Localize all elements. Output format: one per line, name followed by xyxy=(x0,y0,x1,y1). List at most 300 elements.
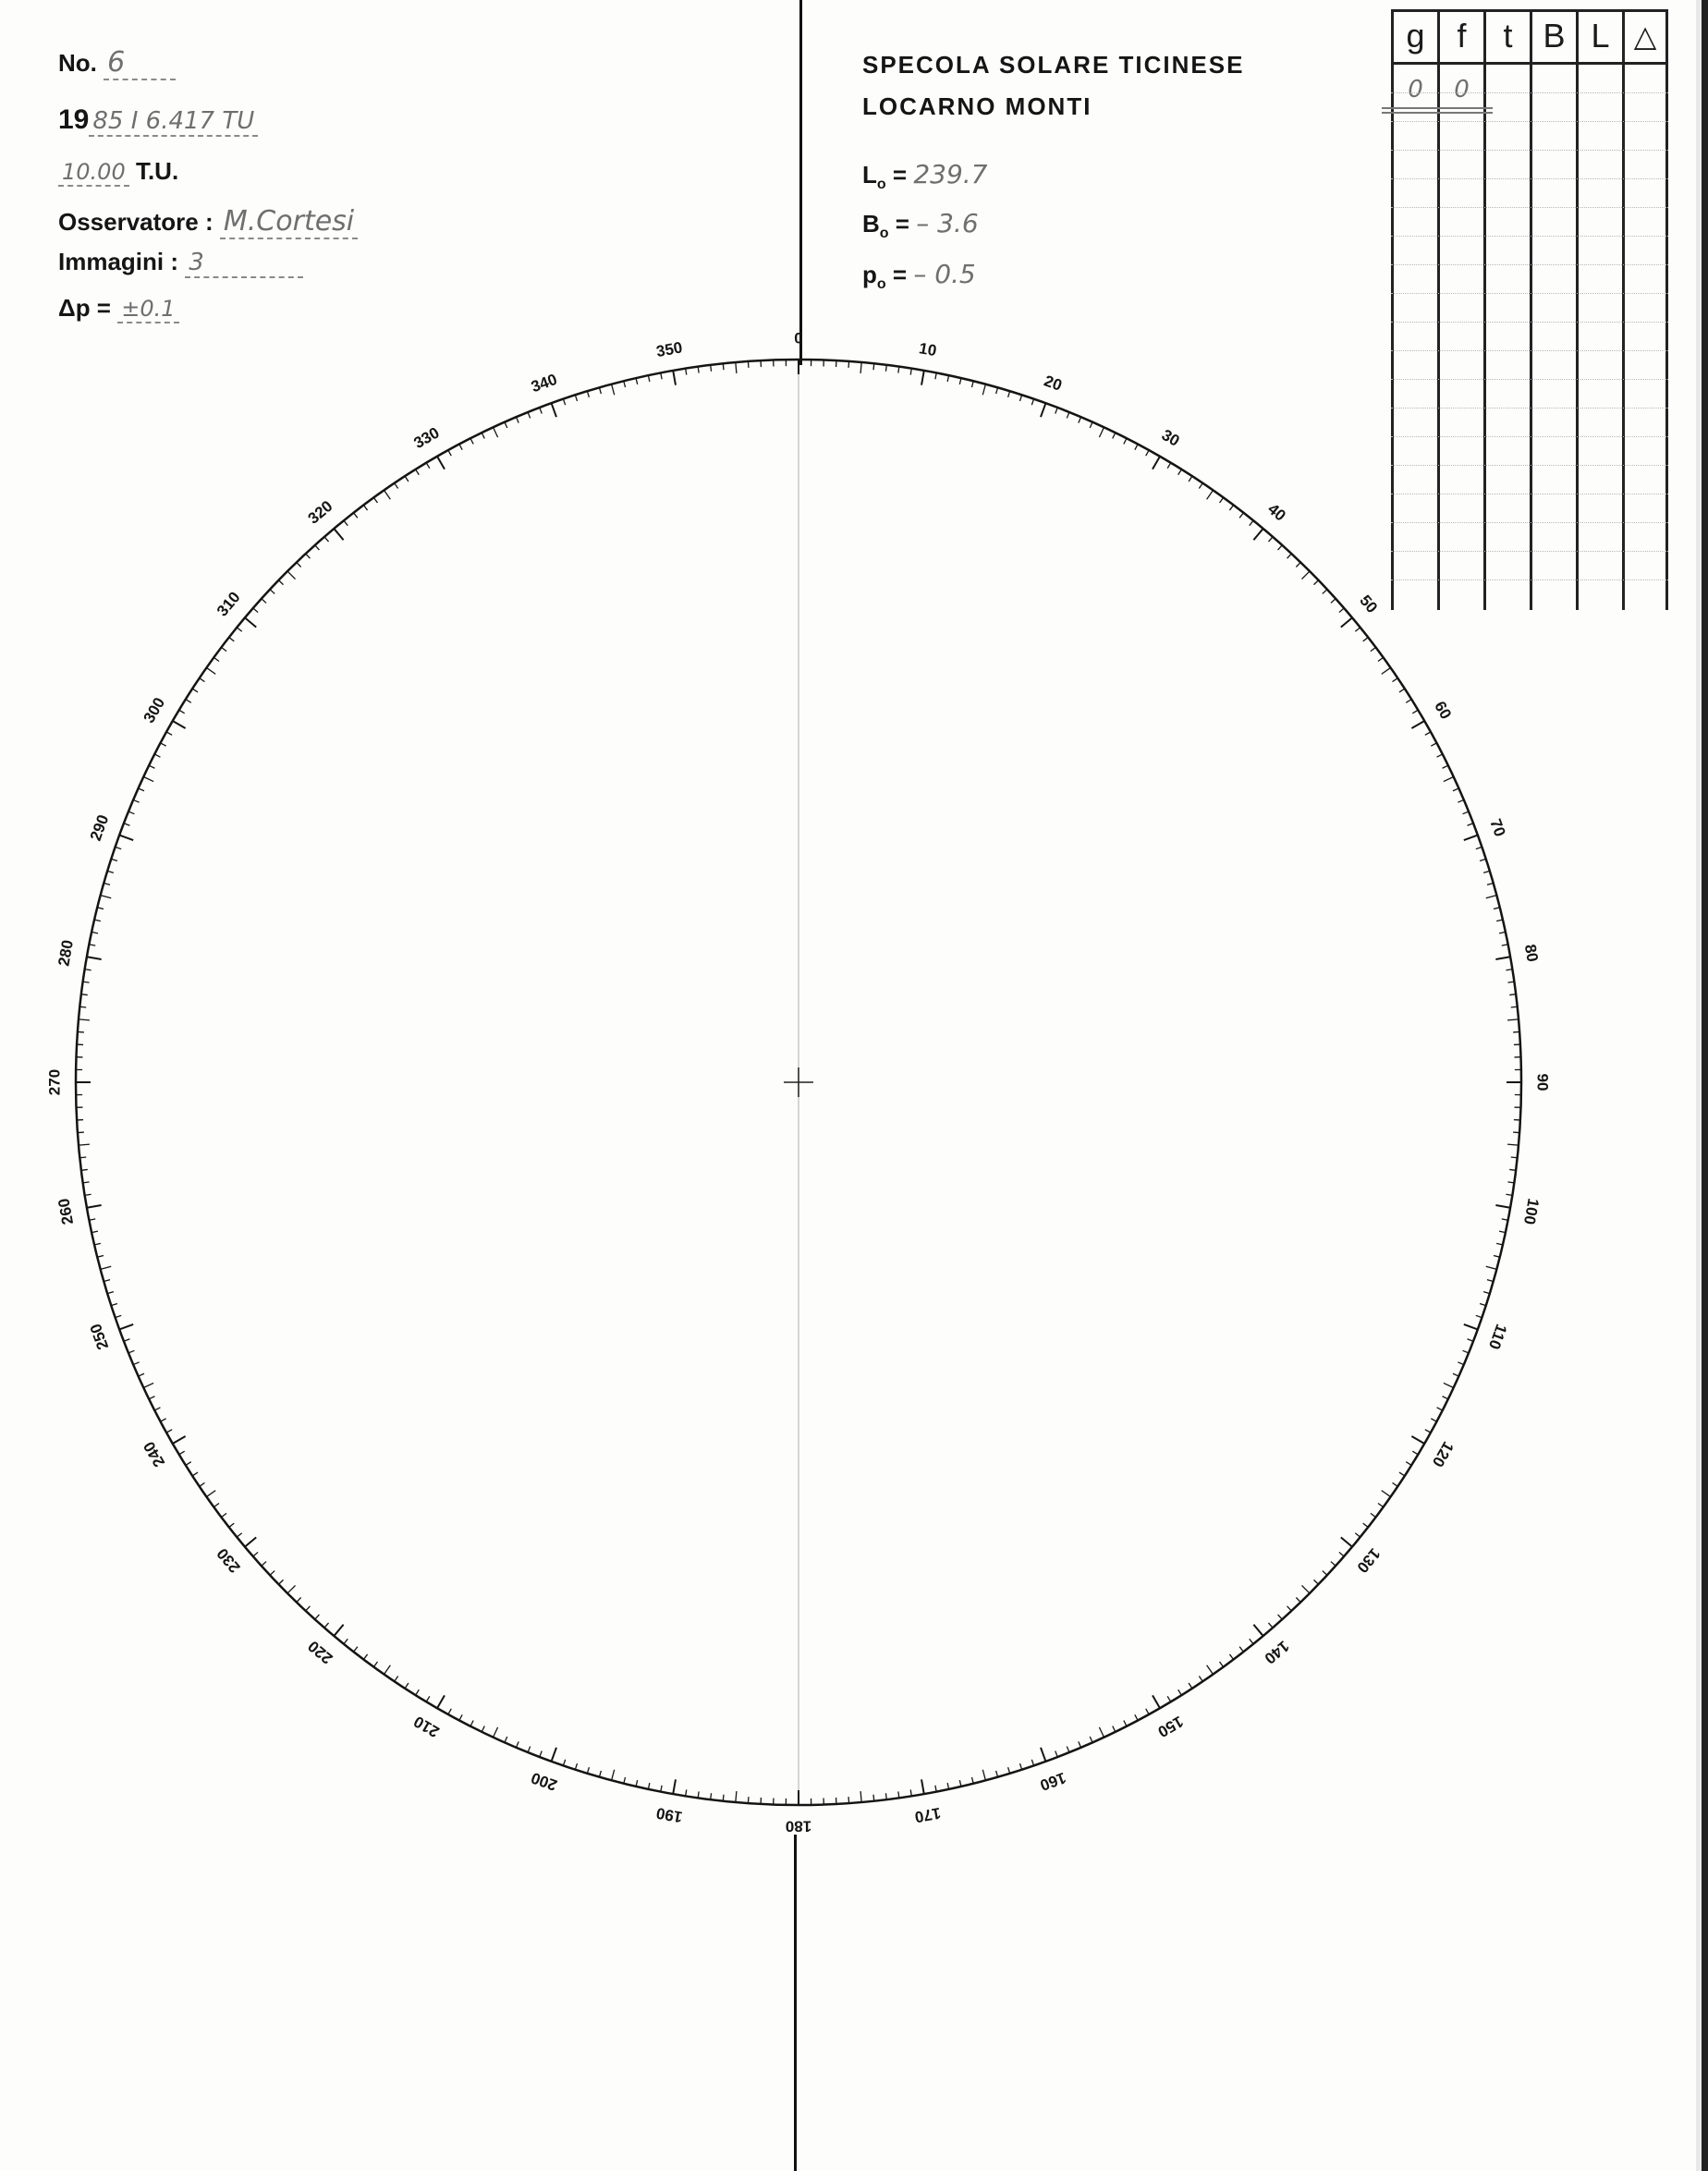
degree-tick xyxy=(306,1606,311,1611)
degree-tick xyxy=(1511,1157,1518,1158)
table-header-b: B xyxy=(1543,17,1566,55)
degree-tick xyxy=(540,408,543,414)
degree-label: 70 xyxy=(1486,816,1509,839)
degree-tick xyxy=(324,1623,329,1628)
param-b0-value: – 3.6 xyxy=(916,208,979,238)
degree-tick xyxy=(229,638,235,641)
degree-tick xyxy=(1496,920,1503,921)
degree-tick xyxy=(1486,896,1497,898)
degree-tick xyxy=(206,1491,215,1497)
degree-tick xyxy=(81,1169,88,1170)
degree-tick xyxy=(1499,1231,1506,1232)
degree-label: 250 xyxy=(86,1321,113,1352)
degree-tick xyxy=(1341,617,1352,627)
observer-value: M.Cortesi xyxy=(220,205,358,239)
degree-tick xyxy=(416,1689,420,1695)
degree-tick xyxy=(97,1255,104,1257)
degree-tick xyxy=(79,1019,90,1020)
degree-tick xyxy=(173,721,186,728)
degree-tick xyxy=(1406,1462,1411,1466)
degree-label: 160 xyxy=(1037,1768,1068,1795)
observatory-location: LOCARNO MONTI xyxy=(862,92,1092,120)
degree-tick xyxy=(1079,1741,1081,1747)
number-value: 6 xyxy=(104,46,176,80)
table-header-f: f xyxy=(1457,17,1467,55)
degree-tick xyxy=(624,381,626,387)
degree-tick xyxy=(448,450,451,456)
degree-tick xyxy=(505,422,507,428)
degree-tick xyxy=(437,1695,445,1708)
degree-tick xyxy=(1090,422,1092,428)
degree-tick xyxy=(1008,391,1010,397)
center-cross xyxy=(784,1067,813,1097)
degree-tick xyxy=(128,1350,134,1353)
degree-tick xyxy=(575,395,577,401)
param-b0: $B_o$ = – 3.6 xyxy=(862,208,979,242)
degree-tick xyxy=(1090,1737,1092,1742)
degree-tick xyxy=(104,1280,110,1282)
degree-tick xyxy=(494,427,498,437)
degree-tick xyxy=(124,823,130,826)
degree-tick xyxy=(1167,463,1171,469)
degree-tick xyxy=(111,1303,117,1305)
degree-tick xyxy=(1301,1585,1309,1592)
table-cell-g: 0 xyxy=(1408,76,1423,104)
degree-tick xyxy=(1486,1266,1497,1269)
degree-label: 10 xyxy=(917,339,938,360)
degree-tick xyxy=(996,387,998,394)
degree-tick xyxy=(1124,438,1127,444)
degree-tick xyxy=(287,571,295,579)
degree-label: 90 xyxy=(1533,1073,1552,1092)
degree-tick xyxy=(270,1571,274,1576)
degree-tick xyxy=(262,599,266,604)
degree-tick xyxy=(1458,1362,1463,1365)
degree-tick xyxy=(736,1791,737,1802)
degree-tick xyxy=(1378,657,1384,661)
degree-tick xyxy=(1393,678,1398,682)
degree-tick xyxy=(334,1625,343,1636)
table-cell-f: 0 xyxy=(1454,76,1470,104)
degree-tick xyxy=(1476,847,1482,848)
images-value: 3 xyxy=(185,249,303,278)
degree-label: 60 xyxy=(1431,698,1456,723)
degree-tick xyxy=(116,847,122,848)
degree-tick xyxy=(1507,1144,1519,1145)
degree-tick xyxy=(334,529,343,540)
degree-tick xyxy=(1382,1491,1391,1497)
degree-tick xyxy=(1468,823,1474,826)
degree-tick xyxy=(373,497,377,503)
degree-tick xyxy=(107,871,114,872)
degree-tick xyxy=(1229,1654,1233,1660)
degree-label: 40 xyxy=(1264,499,1289,525)
degree-label: 270 xyxy=(45,1068,64,1096)
degree-tick xyxy=(1480,859,1486,860)
degree-tick xyxy=(1031,1760,1033,1766)
degree-tick xyxy=(124,1339,130,1342)
degree-tick xyxy=(1239,513,1243,518)
degree-tick xyxy=(237,628,241,631)
degree-tick xyxy=(1207,1665,1214,1675)
degree-tick xyxy=(1301,571,1309,579)
degree-tick xyxy=(154,754,160,757)
degree-tick xyxy=(673,371,676,385)
degree-tick xyxy=(860,1791,861,1802)
degree-tick xyxy=(599,387,601,394)
degree-tick xyxy=(344,1639,348,1643)
degree-tick xyxy=(161,743,166,746)
degree-label: 340 xyxy=(529,370,560,396)
degree-tick xyxy=(278,1579,283,1584)
degree-tick xyxy=(470,1721,473,1726)
degree-label: 320 xyxy=(304,496,336,528)
degree-tick xyxy=(270,590,274,594)
degree-label: 260 xyxy=(55,1197,78,1226)
degree-label: 0 xyxy=(794,329,803,348)
degree-tick xyxy=(1425,1430,1431,1433)
degree-tick xyxy=(200,1482,205,1486)
degree-tick xyxy=(384,1665,390,1675)
degree-tick xyxy=(1031,399,1033,406)
degree-label: 110 xyxy=(1484,1322,1511,1352)
degree-tick xyxy=(1167,1696,1171,1701)
degree-label: 170 xyxy=(913,1803,943,1826)
param-l0: $L_o = 239.7$ xyxy=(862,159,988,193)
degree-tick xyxy=(587,391,589,397)
degree-tick xyxy=(1363,1523,1369,1527)
degree-label: 150 xyxy=(1154,1712,1187,1741)
degree-tick xyxy=(79,1006,86,1007)
degree-tick xyxy=(1393,1482,1398,1486)
degree-tick xyxy=(87,1205,102,1208)
degree-tick xyxy=(229,1523,235,1527)
degree-tick xyxy=(1444,1383,1454,1387)
degree-tick xyxy=(139,788,144,791)
degree-tick xyxy=(552,403,556,417)
degree-label: 200 xyxy=(529,1768,560,1795)
degree-tick xyxy=(612,1770,615,1781)
degree-tick xyxy=(1453,788,1458,791)
degree-tick xyxy=(1153,457,1160,470)
degree-tick xyxy=(1019,395,1021,401)
degree-tick xyxy=(395,483,398,489)
degree-tick xyxy=(996,1771,998,1777)
degree-tick xyxy=(885,1793,886,1799)
degree-tick xyxy=(1253,529,1263,540)
table-header-g: g xyxy=(1406,17,1425,55)
degree-tick xyxy=(1443,765,1448,768)
degree-tick xyxy=(599,1771,601,1777)
degree-tick xyxy=(1453,1373,1458,1376)
degree-tick xyxy=(1019,1763,1021,1770)
degree-tick xyxy=(673,1779,676,1794)
delta-p-value: ±0.1 xyxy=(117,296,178,323)
degree-tick xyxy=(416,470,420,475)
degree-tick xyxy=(1431,1419,1436,1421)
degree-tick xyxy=(1406,700,1411,703)
table-header-l: L xyxy=(1591,17,1610,55)
degree-tick xyxy=(101,896,112,898)
degree-label: 130 xyxy=(1353,1544,1385,1577)
degree-tick xyxy=(1055,408,1058,414)
degree-tick xyxy=(405,1683,409,1689)
degree-label: 310 xyxy=(213,588,244,620)
degree-tick xyxy=(505,1737,507,1742)
degree-tick xyxy=(1487,883,1494,884)
degree-tick xyxy=(1499,932,1506,933)
degree-tick xyxy=(494,1727,498,1738)
degree-tick xyxy=(448,1709,451,1714)
degree-tick xyxy=(363,1654,367,1660)
degree-label: 80 xyxy=(1520,943,1542,964)
delta-p-label: Δp = xyxy=(58,294,111,322)
degree-tick xyxy=(1250,520,1253,525)
degree-tick xyxy=(1509,994,1516,995)
degree-tick xyxy=(1178,1689,1182,1695)
degree-tick xyxy=(154,1408,160,1410)
degree-tick xyxy=(1153,1695,1160,1708)
degree-tick xyxy=(143,777,153,782)
degree-tick xyxy=(306,554,311,558)
degree-tick xyxy=(1041,403,1045,417)
degree-tick xyxy=(1464,1324,1478,1329)
degree-label: 100 xyxy=(1519,1197,1543,1226)
degree-tick xyxy=(1146,1709,1149,1714)
degree-tick xyxy=(97,908,104,909)
observatory-name: SPECOLA SOLARE TICINESE xyxy=(862,51,1245,79)
degree-tick xyxy=(1313,580,1318,585)
degree-tick xyxy=(287,1585,295,1592)
degree-tick xyxy=(186,1462,191,1466)
degree-tick xyxy=(1487,1280,1494,1282)
degree-tick xyxy=(133,1362,139,1365)
degree-tick xyxy=(1483,1292,1490,1294)
degree-tick xyxy=(405,476,409,482)
degree-tick xyxy=(947,375,948,382)
degree-tick xyxy=(1250,1639,1253,1643)
degree-tick xyxy=(1495,1205,1510,1208)
degree-tick xyxy=(1099,1727,1104,1738)
degree-tick xyxy=(563,399,565,406)
number-label: No. xyxy=(58,49,97,77)
degree-tick xyxy=(1494,908,1500,909)
degree-tick xyxy=(437,457,445,470)
degree-tick xyxy=(363,505,367,510)
degree-tick xyxy=(297,1597,301,1602)
degree-tick xyxy=(1135,1714,1138,1720)
degree-label: 230 xyxy=(213,1544,244,1577)
observer-label: Osservatore : xyxy=(58,208,214,236)
degree-tick xyxy=(1278,545,1283,550)
degree-tick xyxy=(186,700,191,703)
degree-tick xyxy=(253,1552,258,1556)
degree-tick xyxy=(1468,1339,1474,1342)
degree-tick xyxy=(1371,1513,1376,1517)
degree-tick xyxy=(79,1144,90,1145)
degree-tick xyxy=(94,920,101,921)
degree-tick xyxy=(426,463,430,469)
degree-tick xyxy=(1199,483,1202,489)
degree-tick xyxy=(179,1451,185,1455)
degree-tick xyxy=(971,381,973,387)
degree-tick xyxy=(94,1243,101,1245)
degree-tick xyxy=(245,617,256,627)
table-header-t: t xyxy=(1503,17,1513,55)
degree-label: 330 xyxy=(410,423,443,453)
degree-tick xyxy=(1220,497,1224,503)
degree-tick xyxy=(245,1537,256,1546)
degree-tick xyxy=(166,1430,172,1433)
degree-tick xyxy=(315,545,320,550)
degree-tick xyxy=(459,1714,462,1720)
degree-tick xyxy=(587,1767,589,1774)
degree-tick xyxy=(1323,1571,1327,1576)
degree-tick xyxy=(1067,1747,1069,1752)
degree-tick xyxy=(711,365,712,372)
degree-label: 120 xyxy=(1428,1438,1458,1470)
degree-tick xyxy=(1476,1315,1482,1317)
degree-tick xyxy=(1239,1647,1243,1653)
degree-tick xyxy=(1253,1625,1263,1636)
degree-tick xyxy=(237,1533,241,1537)
degree-tick xyxy=(540,1751,543,1758)
degree-tick xyxy=(128,811,134,814)
degree-tick xyxy=(1339,608,1344,613)
degree-tick xyxy=(1458,799,1463,802)
degree-tick xyxy=(1437,754,1443,757)
degree-tick xyxy=(1229,505,1233,510)
degree-tick xyxy=(1079,417,1081,422)
degree-tick xyxy=(324,537,329,542)
degree-tick xyxy=(947,1783,948,1789)
time-value: 10.00 xyxy=(58,159,129,187)
degree-tick xyxy=(1268,537,1273,542)
degree-tick xyxy=(1496,1243,1503,1245)
degree-tick xyxy=(1382,667,1391,674)
degree-tick xyxy=(200,678,205,682)
degree-tick xyxy=(563,1760,565,1766)
degree-tick xyxy=(459,445,462,450)
degree-tick xyxy=(1355,628,1360,631)
degree-tick xyxy=(1363,638,1369,641)
degree-tick xyxy=(1207,490,1214,499)
degree-tick xyxy=(179,710,185,714)
degree-tick xyxy=(1507,1019,1519,1020)
degree-tick xyxy=(1412,1451,1418,1455)
degree-label: 240 xyxy=(140,1438,169,1470)
degree-label: 210 xyxy=(410,1712,443,1741)
degree-tick xyxy=(1411,1436,1424,1444)
degree-tick xyxy=(192,1472,198,1476)
param-p0: $p_o$ = – 0.5 xyxy=(862,259,976,293)
degree-tick xyxy=(1511,1006,1518,1007)
degree-tick xyxy=(1463,811,1469,814)
degree-tick xyxy=(92,1231,98,1232)
degree-tick xyxy=(1444,777,1454,782)
degree-tick xyxy=(143,1383,153,1387)
degree-tick xyxy=(149,1397,154,1399)
degree-tick xyxy=(1425,732,1431,735)
degree-tick xyxy=(1296,1597,1300,1602)
degree-tick xyxy=(612,384,615,396)
degree-tick xyxy=(119,835,133,840)
degree-tick xyxy=(214,1504,219,1507)
degree-tick xyxy=(885,365,886,372)
degree-tick xyxy=(921,1779,924,1794)
degree-tick xyxy=(873,363,874,370)
degree-tick xyxy=(1399,689,1405,692)
degree-tick xyxy=(959,1780,961,1787)
degree-tick xyxy=(221,1513,226,1517)
degree-tick xyxy=(1099,427,1104,437)
date-value: 85 I 6.417 TU xyxy=(89,107,258,137)
degree-tick xyxy=(1287,554,1292,558)
degree-tick xyxy=(873,1795,874,1801)
degree-tick xyxy=(173,1436,186,1444)
year-prefix: 19 xyxy=(58,104,90,135)
degree-tick xyxy=(1055,1751,1058,1758)
degree-tick xyxy=(575,1763,577,1770)
degree-tick xyxy=(278,580,283,585)
degree-tick xyxy=(1464,835,1478,840)
degree-tick xyxy=(206,667,215,674)
degree-tick xyxy=(1494,1255,1500,1257)
degree-tick xyxy=(636,1780,638,1787)
degree-tick xyxy=(395,1677,398,1682)
degree-tick xyxy=(1341,1537,1352,1546)
param-l0-value: 239.7 xyxy=(913,159,988,189)
degree-tick xyxy=(354,1647,358,1653)
degree-tick xyxy=(648,375,649,382)
degree-tick xyxy=(81,994,88,995)
degree-tick xyxy=(482,1726,484,1732)
degree-tick xyxy=(528,412,531,418)
degree-tick xyxy=(1463,1350,1469,1353)
degree-tick xyxy=(354,513,358,518)
degree-tick xyxy=(315,1615,320,1619)
degree-label: 290 xyxy=(86,812,113,844)
degree-tick xyxy=(1008,1767,1010,1774)
degree-tick xyxy=(297,562,301,567)
time-unit: T.U. xyxy=(135,157,179,185)
degree-tick xyxy=(1509,1169,1516,1170)
degree-tick xyxy=(119,1324,133,1329)
degree-tick xyxy=(344,520,348,525)
degree-tick xyxy=(166,732,172,735)
degree-tick xyxy=(262,1562,266,1567)
degree-tick xyxy=(1437,1408,1443,1410)
degree-tick xyxy=(1189,476,1192,482)
degree-tick xyxy=(214,657,219,661)
degree-tick xyxy=(736,362,737,373)
degree-tick xyxy=(1483,871,1490,872)
degree-tick xyxy=(1443,1397,1448,1399)
degree-label: 30 xyxy=(1158,425,1183,450)
degree-label: 220 xyxy=(304,1637,336,1668)
degree-tick xyxy=(648,1783,649,1789)
degree-tick xyxy=(1113,1726,1116,1732)
degree-tick xyxy=(426,1696,430,1701)
degree-tick xyxy=(1431,743,1436,746)
degree-label: 50 xyxy=(1356,592,1382,616)
degree-tick xyxy=(373,1662,377,1667)
degree-tick xyxy=(516,1741,518,1747)
degree-tick xyxy=(1220,1662,1224,1667)
degree-tick xyxy=(1199,1677,1202,1682)
degree-tick xyxy=(1041,1748,1045,1762)
degree-tick xyxy=(482,433,484,438)
